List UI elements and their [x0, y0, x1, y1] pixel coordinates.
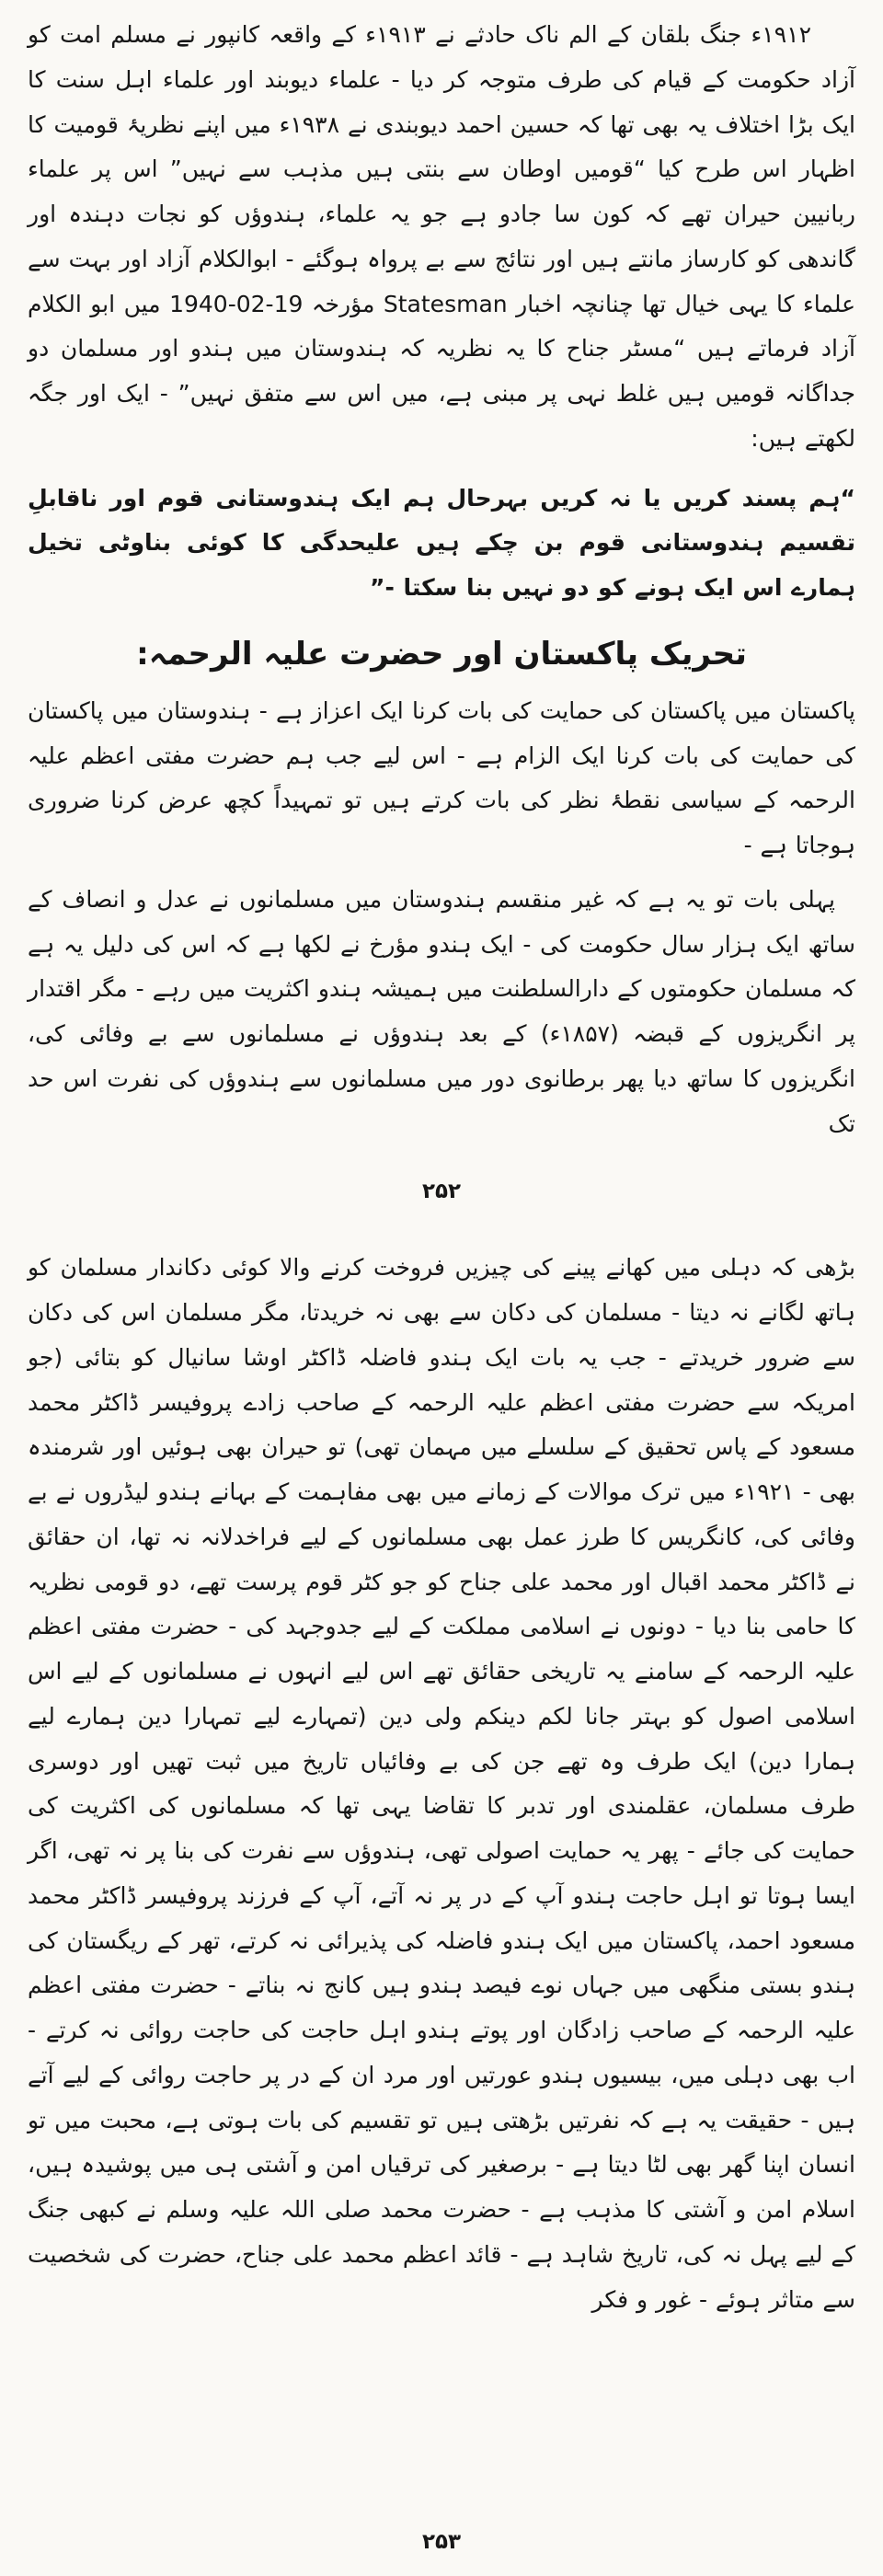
paragraph-history-muslim-rule: پہلی بات تو یہ ہے کہ غیر منقسم ہندوستان میں مسلمانوں نے عدل و انصاف کے ساتھ ایک ہزار سال حکومت کی - ایک ہندو مؤرخ نے لکھا ہے کہ اس کی دلیل یہ ہے کہ مسلمان حکومتوں کے دارالسلطنت میں ہمیشہ ہندو اکثریت میں رہے - مگر اقتدار پر انگریزوں کے قبضہ (۱۸۵۷ء) کے بعد ہندوؤں نے مسلمانوں سے بے وفائی کی، انگریزوں کا ساتھ دیا پھر برطانوی دور میں مسلمانوں سے ہندوؤں کی نفرت اس حد تک [28, 885, 856, 1137]
book-page-253 [28, 1246, 855, 2559]
page-number-252: ۲۵۲ [421, 1179, 462, 1204]
section-heading-tehreek-pakistan: تحریک پاکستان اور حضرت علیہ الرحمہ: [136, 635, 747, 673]
paragraph-intro-balkan-war: ۱۹۱۲ء جنگ بلقان کے الم ناک حادثے نے ۱۹۱۳ء کے واقعہ کانپور نے مسلم امت کو آزاد حکومت کے قیام کی طرف متوجہ کر دیا - علماء دیوبند اور علماء اہل سنت کا ایک بڑا اختلاف یہ بھی تھا کہ حسین احمد دیوبندی نے ۱۹۳۸ء میں اپنے نظریۂ قومیت کا اظہار اس طرح کیا “قومیں اوطان سے بنتی ہیں مذہب سے نہیں” اس پر علماء ربانیین حیران تھے کہ کون سا جادو ہے جو یہ علماء، ہندوؤں کو نجات دہندہ اور گاندھی کو کارساز مانتے ہیں اور نتائج سے بے پرواہ ہوگئے - ابوالکلام آزاد اور بہت سے علماء کا یہی خیال تھا چنانچہ اخبار Statesman مؤرخہ 19-02-1940 میں ابو الکلام آزاد فرماتے ہیں “مسٹر جناح کا یہ نظریہ کہ ہندوستان میں ہندو اور مسلمان دو جداگانہ قومیں ہیں غلط نہی پر مبنی ہے، میں اس سے متفق نہیں” - ایک اور جگہ لکھتے ہیں: [28, 21, 856, 452]
book-page-252 [28, 13, 855, 1246]
paragraph-pakistan-support: پاکستان میں پاکستان کی حمایت کی بات کرنا ایک اعزاز ہے - ہندوستان میں پاکستان کی حمایت کی بات کرنا ایک الزام ہے - اس لیے جب ہم حضرت مفتی اعظم علیہ الرحمہ کے سیاسی نقطۂ نظر کی بات کرتے ہیں تو تمہیداً کچھ عرض کرنا ضروری ہوجاتا ہے - [28, 696, 855, 858]
paragraph-continuation-delhi-partition: بڑھی کہ دہلی میں کھانے پینے کی چیزیں فروخت کرنے والا کوئی دکاندار مسلمان کو ہاتھ لگانے نہ دیتا - مسلمان کی دکان سے بھی نہ خریدتا، مگر مسلمان اس کی دکان سے ضرور خریدتے - جب یہ بات ایک ہندو فاضلہ ڈاکٹر اوشا سانیال کو بتائی (جو امریکہ سے حضرت مفتی اعظم علیہ الرحمہ کے صاحب زادے پروفیسر ڈاکٹر محمد مسعود کے پاس تحقیق کے سلسلے میں مہمان تھی) تو حیران بھی ہوئیں اور شرمندہ بھی - ۱۹۲۱ء میں ترک موالات کے زمانے میں بھی مفاہمت کے بہانے ہندو لیڈروں نے بے وفائی کی، کانگریس کا طرز عمل بھی مسلمانوں کے لیے فراخدلانہ نہ تھا، ان حقائق نے ڈاکٹر محمد اقبال اور محمد علی جناح کو جو کٹر قوم پرست تھے، دو قومی نظریہ کا حامی بنا دیا - دونوں نے اسلامی مملکت کے لیے جدوجہد کی - حضرت مفتی اعظم علیہ الرحمہ کے سامنے یہ تاریخی حقائق تھے اس لیے انہوں نے مسلمانوں کے لیے اس اسلامی اصول کو بہتر جانا لکم دینکم ولی دین (تمہارے لیے تمہارا دین ہمارے لیے ہمارا دین) ایک طرف وہ تھے جن کی بے وفائیاں تاریخ میں ثبت تھیں اور دوسری طرف مسلمان، عقلمندی اور تدبر کا تقاضا یہی تھا کہ مسلمانوں کی اکثریت کی حمایت کی جائے - پھر یہ حمایت اصولی تھی، ہندوؤں سے نفرت کی بنا پر نہ تھی، اگر ایسا ہوتا تو اہل حاجت ہندو آپ کے در پر نہ آتے، آپ کے فرزند پروفیسر ڈاکٹر محمد مسعود احمد، پاکستان میں ایک ہندو فاضلہ کی پذیرائی نہ کرتے، تھر کے ریگستان کی ہندو بستی منگھی میں جہاں نوے فیصد ہندو ہیں کانج نہ بناتے - حضرت مفتی اعظم علیہ الرحمہ کے صاحب زادگان اور پوتے ہندو اہل حاجت کی حاجت روائی نہ کرتے - اب بھی دہلی میں، بیسیوں ہندو عورتیں اور مرد ان کے در پر حاجت روائی کے لیے آتے ہیں - حقیقت یہ ہے کہ نفرتیں بڑھتی ہیں تو تقسیم کی بات ہوتی ہے، محبت میں تو انسان اپنا گھر بھی لٹا دیتا ہے - برصغیر کی ترقیاں امن و آشتی ہی میں پوشیدہ ہیں، اسلام امن و آشتی کا مذہب ہے - حضرت محمد صلی اللہ علیہ وسلم نے کبھی جنگ کے لیے پہل نہ کی، تاریخ شاہد ہے - قائد اعظم محمد علی جناح، حضرت کی شخصیت سے متاثر ہوئے - غور و فکر [28, 1254, 856, 2313]
blockquote-azad-statement: “ہم پسند کریں یا نہ کریں بہرحال ہم ایک ہندوستانی قوم اور ناقابلِ تقسیم ہندوستانی قوم بن چکے ہیں علیحدگی کا کوئی بناوٹی تخیل ہمارے اس ایک ہونے کو دو نہیں بنا سکتا -” [28, 484, 855, 601]
page-number-253: ۲۵۳ [421, 2530, 462, 2554]
